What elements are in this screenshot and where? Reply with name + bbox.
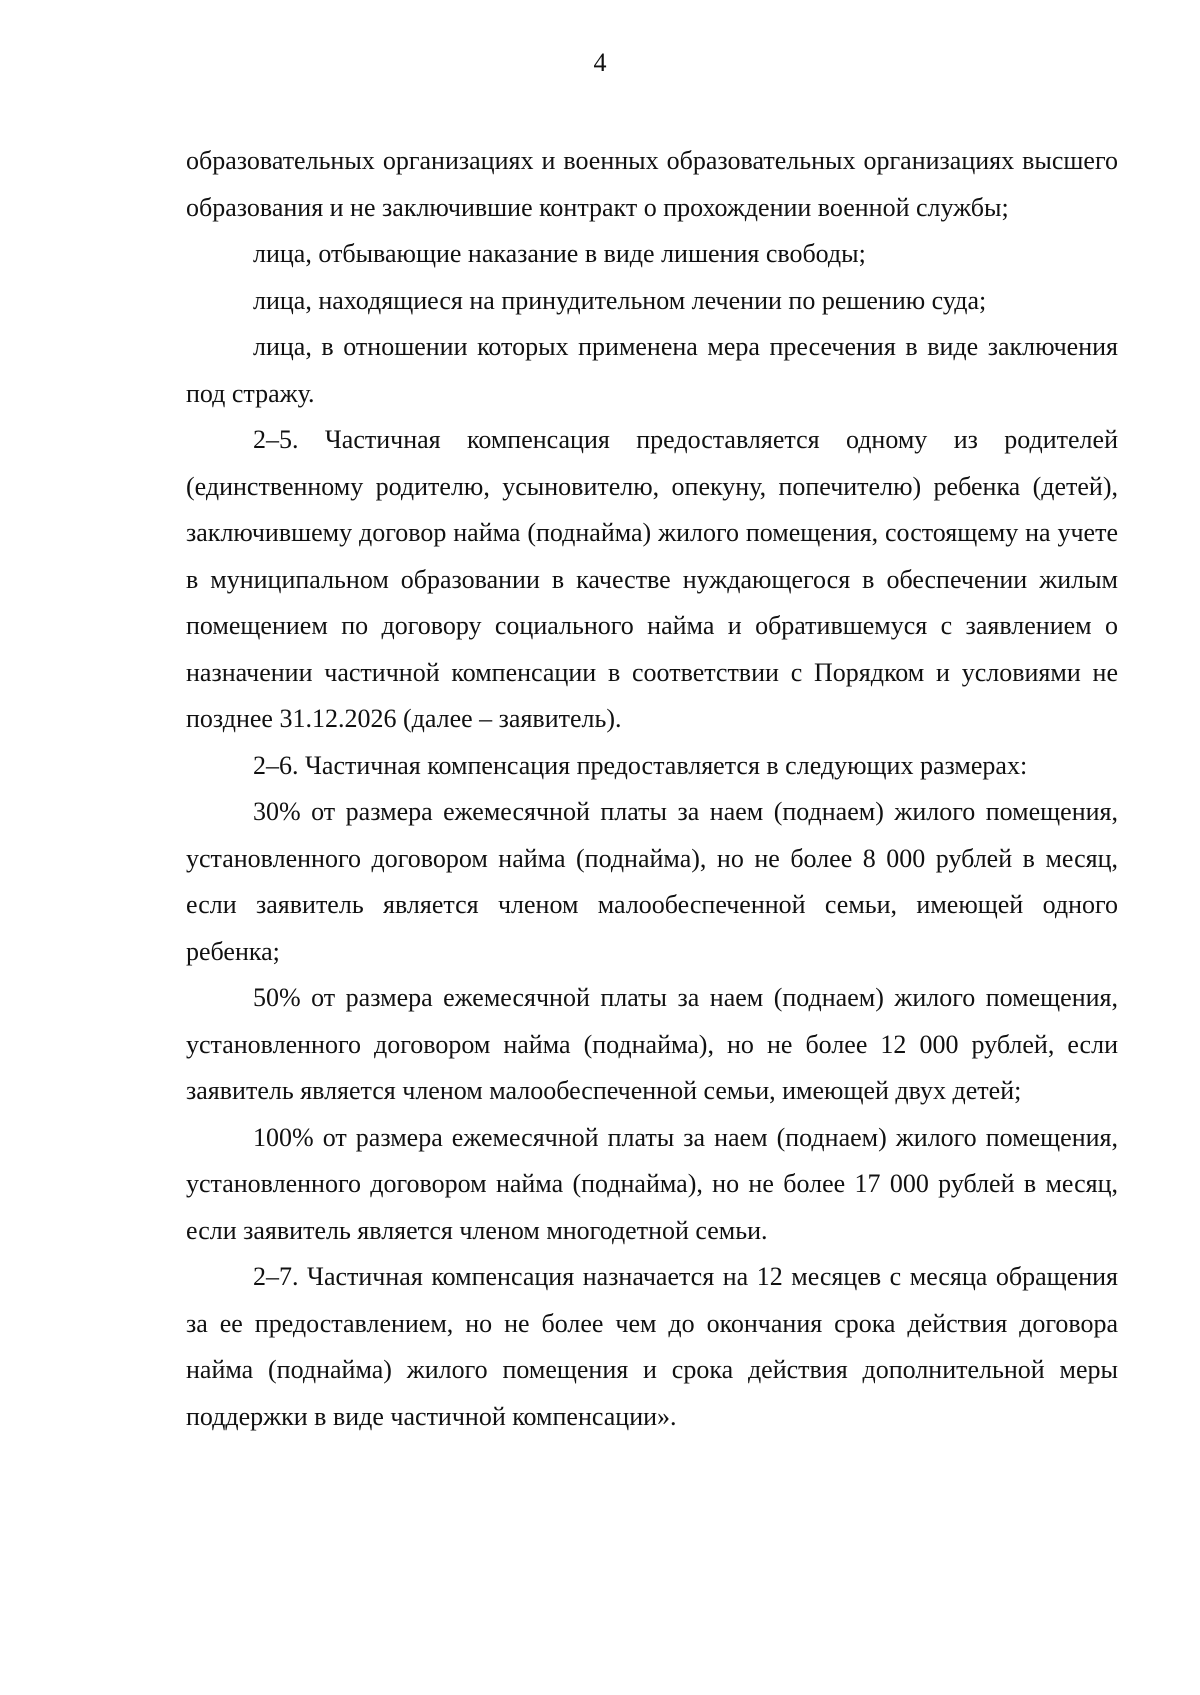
paragraph-rate-50: 50% от размера ежемесячной платы за наем (поднаем) жилого помещения, установленного договором найма (поднайма), но не более 12 000 рублей, если заявитель является членом малообеспеченной семьи, имеющей двух детей; [186,983,1118,1105]
paragraph-clause-2-7: 2–7. Частичная компенсация назначается на 12 месяцев с месяца обращения за ее предоставлением, но не более чем до окончания срока действия договора найма (поднайма) жилого помещения и срока действия дополнительной меры поддержки в виде частичной компенсации». [186,1262,1118,1431]
paragraph-list-item-compulsory-treatment: лица, находящиеся на принудительном лечении по решению суда; [253,285,987,315]
paragraph-rate-100: 100% от размера ежемесячной платы за наем (поднаем) жилого помещения, установленного договором найма (поднайма), но не более 17 000 рублей в месяц, если заявитель является членом многодетной семьи. [186,1122,1118,1245]
paragraph-list-item-imprisoned: лица, отбывающие наказание в виде лишения свободы; [253,239,866,268]
document-body [186,138,1118,1440]
paragraph-clause-2-6: 2–6. Частичная компенсация предоставляется в следующих размерах: [253,750,1028,780]
paragraph-clause-2-5: 2–5. Частичная компенсация предоставляется одному из родителей (единственному родителю, усыновителю, опекуну, попечителю) ребенка (детей), заключившему договор найма (поднайма) жилого помещения, состоящему на учете в муниципальном образовании в качестве нуждающегося в обеспечении жилым помещением по договору социального найма и обратившемуся с заявлением о назначении частичной компенсации в соответствии с Порядком и условиями не позднее 31.12.2026 (далее – заявитель). [186,425,1118,733]
paragraph-continuation: образовательных организациях и военных образовательных организациях высшего образования и не заключившие контракт о прохождении военной службы; [186,146,1118,222]
paragraph-rate-30: 30% от размера ежемесячной платы за наем (поднаем) жилого помещения, установленного договором найма (поднайма), но не более 8 000 рублей в месяц, если заявитель является членом малообеспеченной семьи, имеющей одного ребенка; [186,797,1118,966]
paragraph-list-item-custody: лица, в отношении которых применена мера пресечения в виде заключения под стражу. [186,332,1118,408]
page-number: 4 [593,48,607,77]
